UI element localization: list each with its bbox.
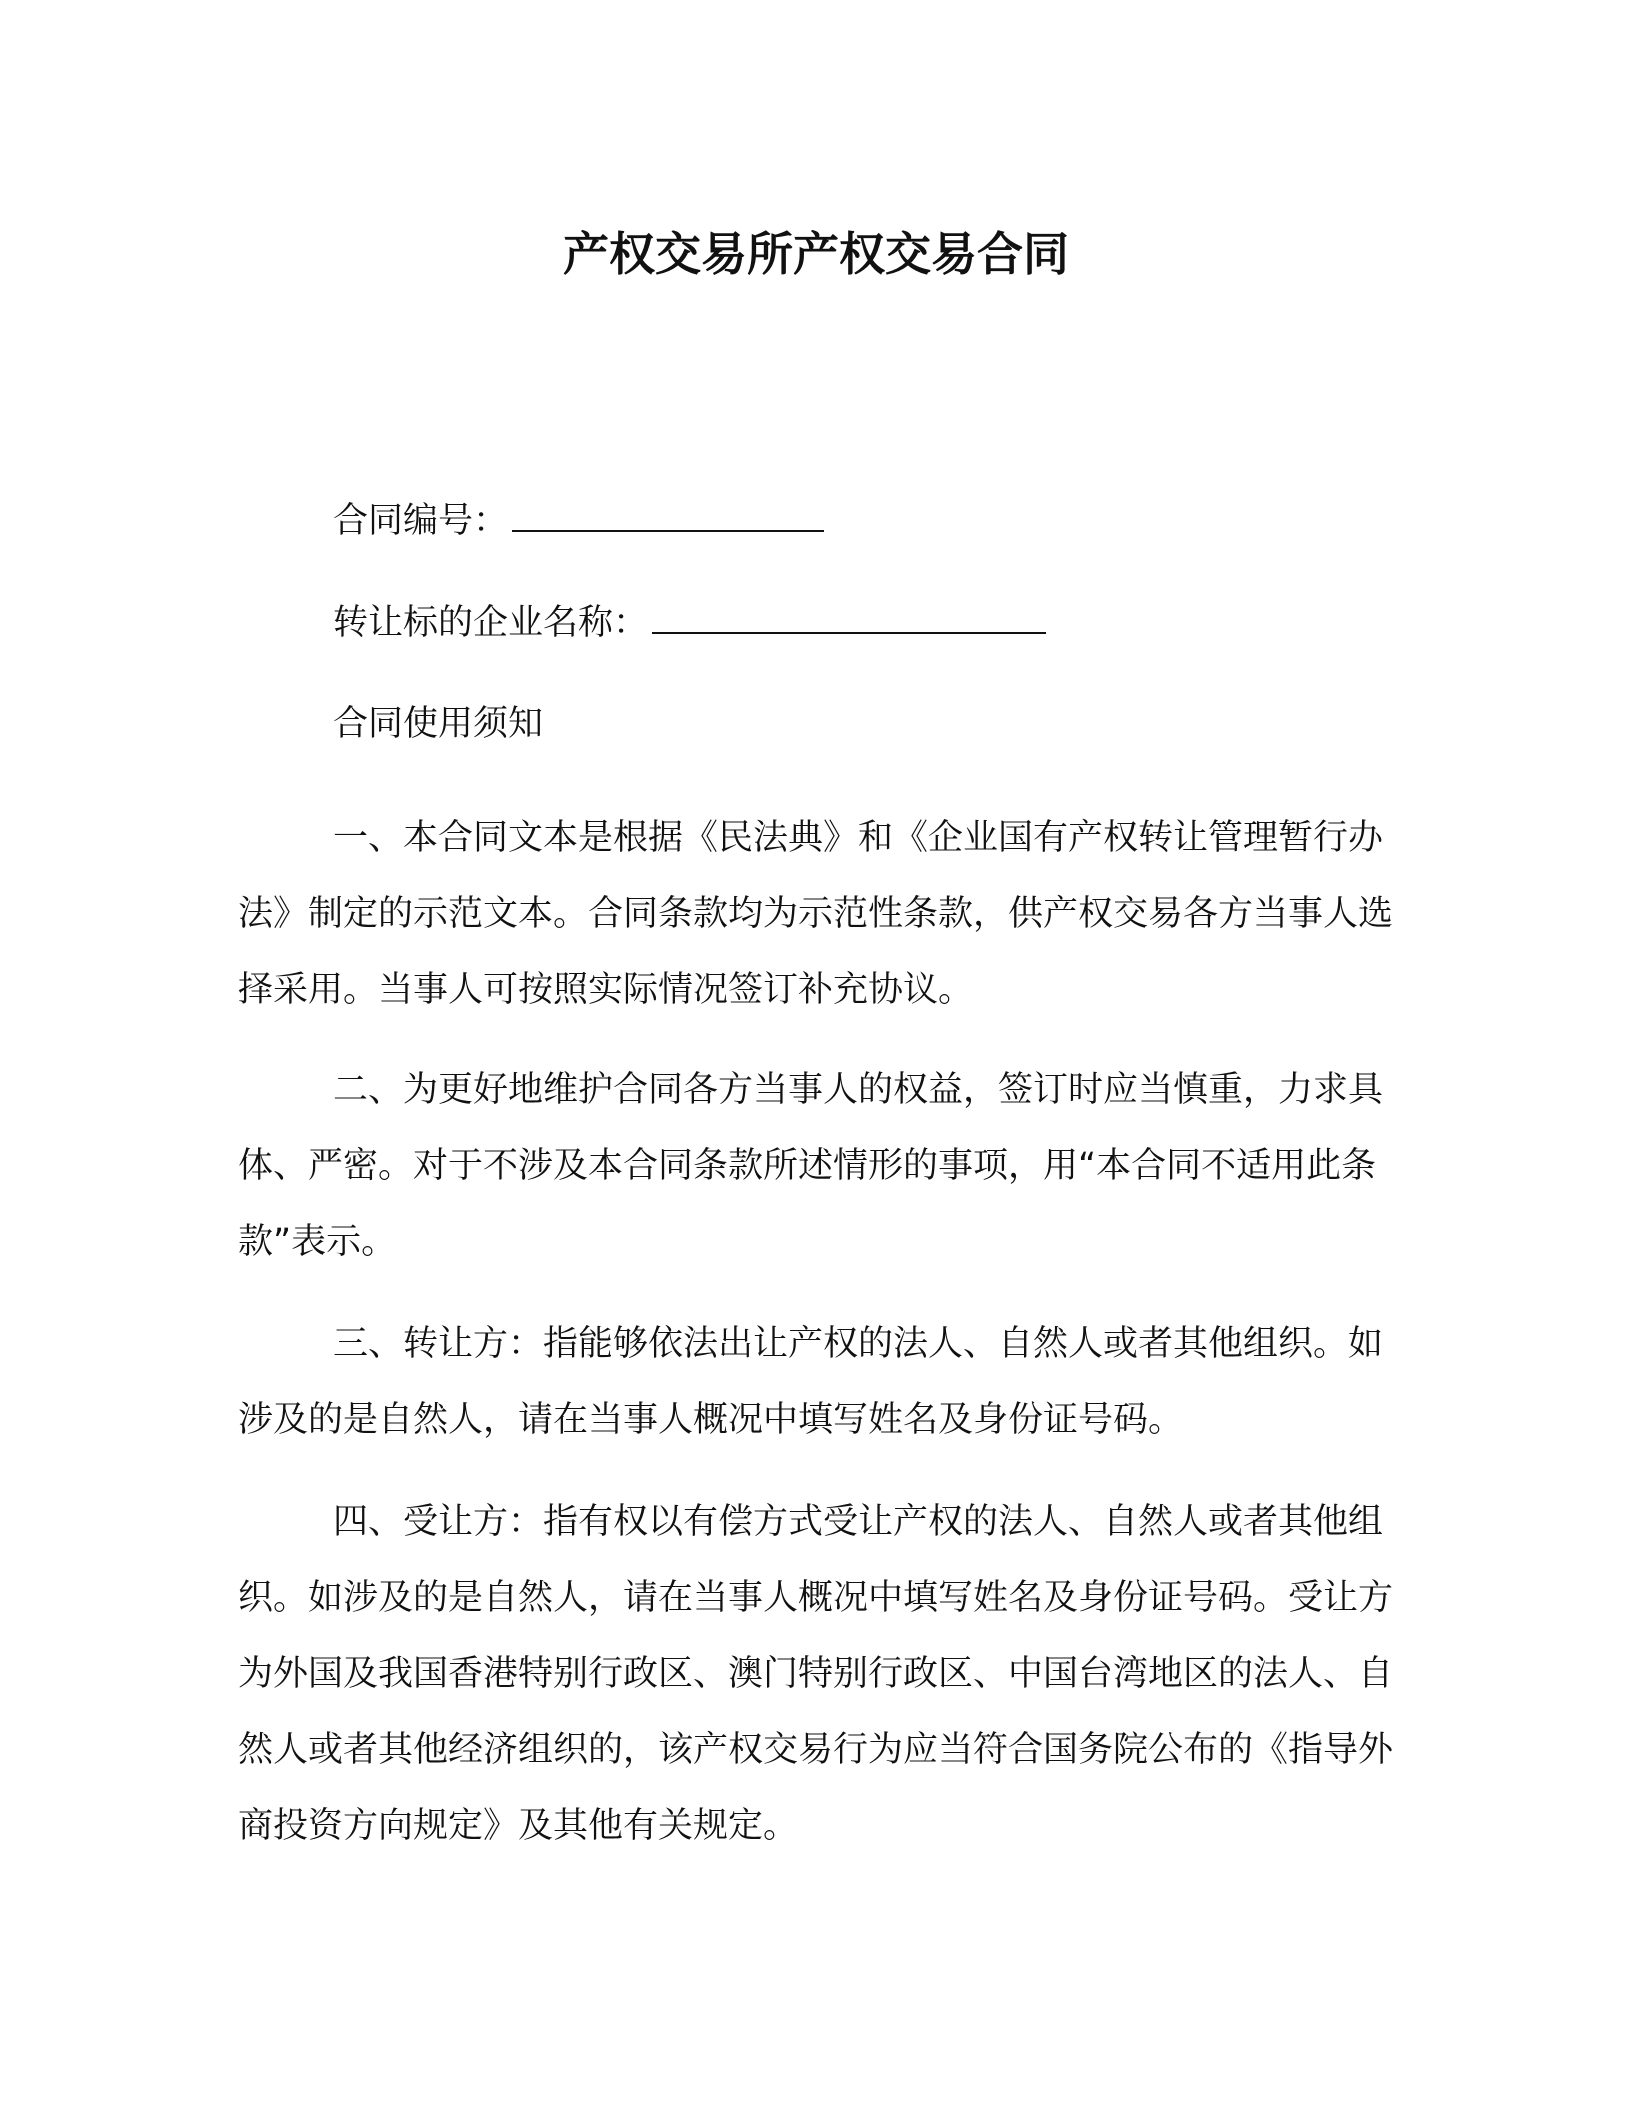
notice-paragraph-1: 一、本合同文本是根据《民法典》和《企业国有产权转让管理暂行办法》制定的示范文本。合同条款均为示范性条款，供产权交易各方当事人选择采用。当事人可按照实际情况签订补充协议。 [238, 818, 1394, 1010]
notice-paragraph-2: 二、为更好地维护合同各方当事人的权益，签订时应当慎重，力求具体、严密。对于不涉及本合同条款所述情形的事项，用“本合同不适用此条款”表示。 [238, 1070, 1384, 1262]
company-name-label: 转让标的企业名称： [333, 603, 649, 643]
notice-paragraph-4: 四、受让方：指有权以有偿方式受让产权的法人、自然人或者其他组织。如涉及的是自然人，请在当事人概况中填写姓名及身份证号码。受让方为外国及我国香港特别行政区、澳门特别行政区、中国台湾地区的法人、自然人或者其他经济组织的，该产权交易行为应当符合国务院公布的《指导外商投资方向规定》及其他有关规定。 [238, 1502, 1394, 1846]
notice-heading: 合同使用须知 [333, 704, 544, 744]
contract-number-label: 合同编号： [333, 501, 509, 541]
document-title: 产权交易所产权交易合同 [563, 227, 1069, 281]
company-name-field [333, 594, 1046, 647]
company-name-blank [652, 594, 1046, 634]
contract-number-field [333, 492, 824, 545]
notice-paragraph-3: 三、转让方：指能够依法出让产权的法人、自然人或者其他组织。如涉及的是自然人，请在当事人概况中填写姓名及身份证号码。 [238, 1324, 1384, 1440]
contract-number-blank [512, 492, 824, 532]
